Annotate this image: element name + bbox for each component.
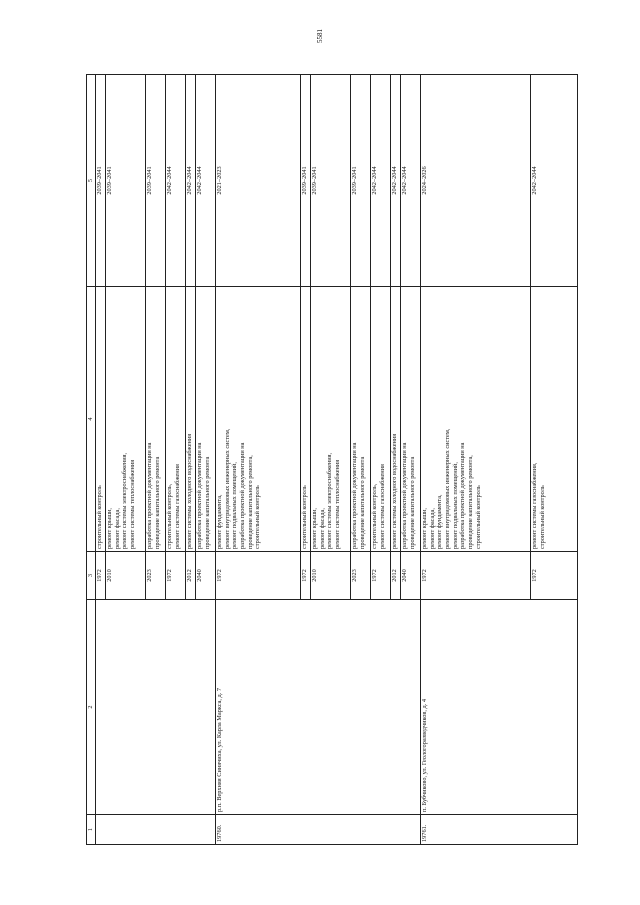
year-cell: 2010 bbox=[311, 552, 351, 600]
year-cell: 1972 bbox=[421, 552, 531, 600]
header-cell: 2 bbox=[87, 600, 96, 815]
period-cell: 2042–2044 bbox=[166, 75, 186, 287]
work-type-cell: ремонт крыши, ремонт фасада, ремонт системы электроснабжения, ремонт системы теплоснабжения bbox=[311, 287, 351, 552]
header-cell: 4 bbox=[87, 287, 96, 552]
address-cell: р.п. Верхняя Синячиха, ул. Карла Маркса, д. 7 bbox=[216, 600, 421, 815]
period-cell: 2039–2041 bbox=[106, 75, 146, 287]
work-type-cell: разработка проектной документации на проведение капитального ремонта bbox=[146, 287, 166, 552]
work-type-cell: строительный контроль, ремонт системы газоснабжения bbox=[166, 287, 186, 552]
period-cell: 2039–2041 bbox=[311, 75, 351, 287]
row-number-cell bbox=[96, 815, 216, 845]
period-cell: 2042–2044 bbox=[196, 75, 216, 287]
work-type-cell: ремонт фундамента, ремонт внутридомовых инженерных систем, ремонт подвальных помещений, разработка проектной документации на проведение капитального ремонта, строительный контроль bbox=[216, 287, 301, 552]
year-cell: 2040 bbox=[401, 552, 421, 600]
address-cell: п. Бубчиково, ул. Геологоразведчиков, д. 4 bbox=[421, 600, 578, 815]
year-cell: 2012 bbox=[391, 552, 401, 600]
year-cell: 1972 bbox=[371, 552, 391, 600]
period-cell: 2042–2044 bbox=[371, 75, 391, 287]
table-row bbox=[96, 75, 106, 845]
work-type-cell: ремонт системы холодного водоснабжения bbox=[186, 287, 196, 552]
header-row bbox=[87, 75, 96, 845]
period-cell: 2039–2041 bbox=[96, 75, 106, 287]
row-number-cell: 19760. bbox=[216, 815, 421, 845]
year-cell: 2023 bbox=[351, 552, 371, 600]
year-cell: 1972 bbox=[531, 552, 578, 600]
year-cell: 1972 bbox=[301, 552, 311, 600]
year-cell: 1972 bbox=[216, 552, 301, 600]
work-type-cell: разработка проектной документации на проведение капитального ремонта bbox=[401, 287, 421, 552]
year-cell: 1972 bbox=[96, 552, 106, 600]
period-cell: 2039–2041 bbox=[351, 75, 371, 287]
period-cell: 2042–2044 bbox=[391, 75, 401, 287]
year-cell: 2010 bbox=[106, 552, 146, 600]
period-cell: 2039–2041 bbox=[146, 75, 166, 287]
work-type-cell: строительный контроль, ремонт системы газоснабжения bbox=[371, 287, 391, 552]
work-type-cell: разработка проектной документации на проведение капитального ремонта bbox=[351, 287, 371, 552]
repair-schedule-table bbox=[86, 74, 578, 845]
page-number: 5581 bbox=[316, 29, 324, 43]
year-cell: 2012 bbox=[186, 552, 196, 600]
row-number-cell: 19761. bbox=[421, 815, 578, 845]
table-row bbox=[421, 75, 531, 845]
period-cell: 2042–2044 bbox=[531, 75, 578, 287]
work-type-cell: разработка проектной документации на проведение капитального ремонта bbox=[196, 287, 216, 552]
period-cell: 2024–2026 bbox=[421, 75, 531, 287]
period-cell: 2021–2023 bbox=[216, 75, 301, 287]
period-cell: 2042–2044 bbox=[401, 75, 421, 287]
work-type-cell: строительный контроль bbox=[96, 287, 106, 552]
header-cell: 3 bbox=[87, 552, 96, 600]
year-cell: 2040 bbox=[196, 552, 216, 600]
period-cell: 2042–2044 bbox=[186, 75, 196, 287]
header-cell: 5 bbox=[87, 75, 96, 287]
year-cell: 1972 bbox=[166, 552, 186, 600]
work-type-cell: ремонт системы холодного водоснабжения bbox=[391, 287, 401, 552]
year-cell: 2023 bbox=[146, 552, 166, 600]
rotated-document bbox=[86, 75, 578, 845]
address-cell bbox=[96, 600, 216, 815]
table-row bbox=[216, 75, 301, 845]
period-cell: 2039–2041 bbox=[301, 75, 311, 287]
header-cell: 1 bbox=[87, 815, 96, 845]
work-type-cell: строительный контроль bbox=[301, 287, 311, 552]
work-type-cell: ремонт крыши, ремонт фасада, ремонт системы электроснабжения, ремонт системы теплоснабжения bbox=[106, 287, 146, 552]
work-type-cell: ремонт крыши, ремонт фасада, ремонт фундамента, ремонт внутридомовых инженерных систем, ремонт подвальных помещений, разработка проектной документации на проведение капитального ремонта, строительный контроль bbox=[421, 287, 531, 552]
work-type-cell: ремонт системы газоснабжения, строительный контроль bbox=[531, 287, 578, 552]
